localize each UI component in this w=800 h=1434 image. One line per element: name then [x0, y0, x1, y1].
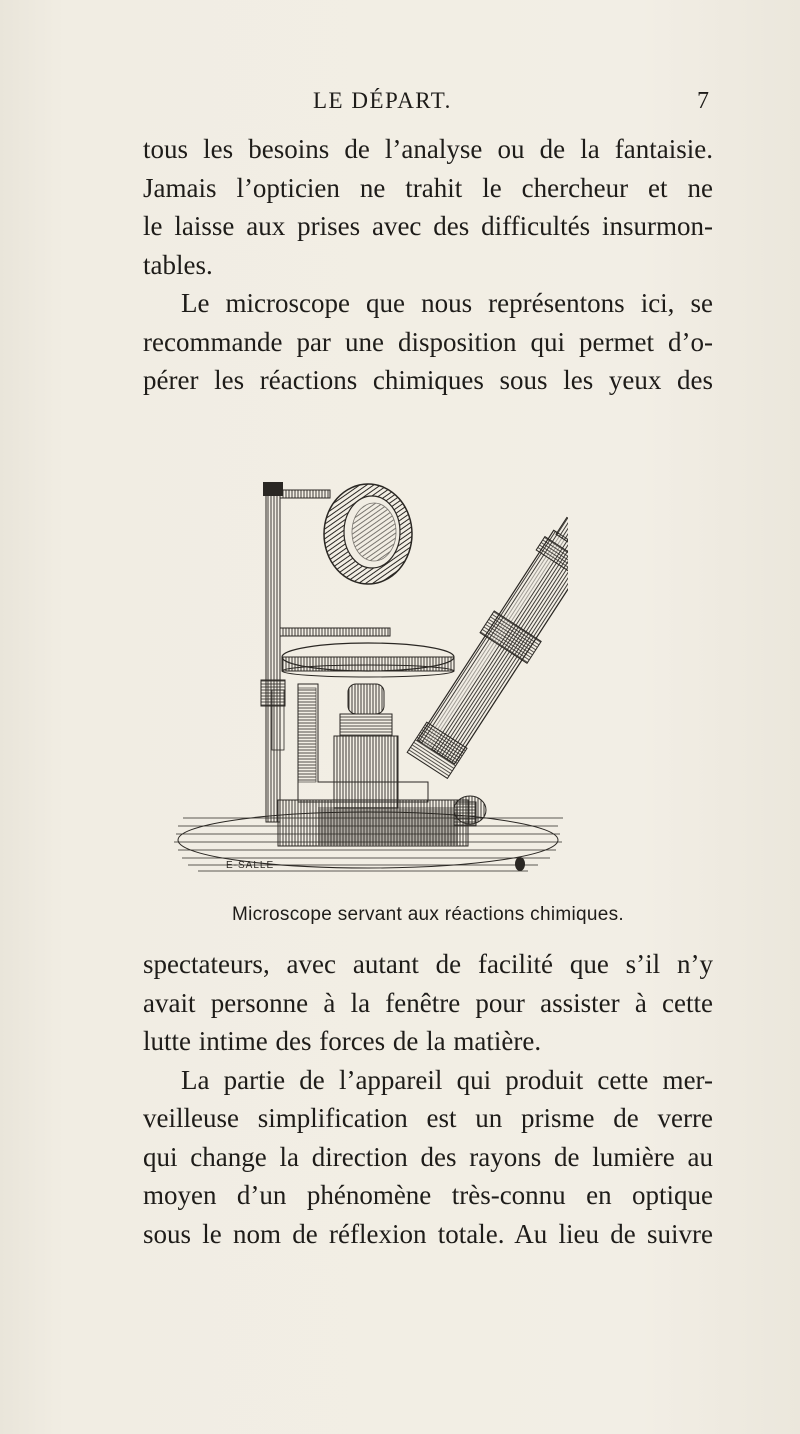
- page-number: 7: [697, 88, 709, 114]
- figure-caption: Microscope servant aux réactions chimiques.: [231, 904, 624, 925]
- text-line: qui change la direction des rayons de lumière au: [143, 1141, 713, 1172]
- text-line: veilleuse simplification est un prisme de verre: [143, 1103, 713, 1133]
- text-line: avait personne à la fenêtre pour assister à cette: [143, 987, 713, 1018]
- text-line: Le microscope que nous représentons ici, se: [181, 288, 713, 318]
- text-line: tables.: [143, 249, 213, 280]
- microscope-engraving: [168, 452, 568, 892]
- round-stage: [282, 643, 454, 677]
- reaction-vessel: [334, 684, 398, 808]
- inclined-tube: [404, 512, 568, 781]
- text-line: moyen d’un phénomène très-connu en optique: [143, 1180, 713, 1210]
- text-line: le laisse aux prises avec des difficultés insurmon-: [143, 211, 713, 241]
- engraver-signature: E-SALLE: [226, 860, 275, 871]
- text-line: tous les besoins de l’analyse ou de la fantaisie.: [143, 134, 713, 164]
- vertical-pillar: [266, 492, 280, 822]
- text-line: spectateurs, avec autant de facilité que s’il n’y: [143, 949, 713, 979]
- text-line: pérer les réactions chimiques sous les yeux des: [143, 365, 713, 395]
- round-mirror: [324, 484, 412, 584]
- microscope-illustration: [168, 452, 568, 892]
- body-text-top: [143, 130, 713, 400]
- text-line: recommande par une disposition qui permet d’o-: [143, 326, 713, 357]
- mirror-arm: [280, 490, 330, 498]
- body-text-bottom: [143, 945, 713, 1253]
- text-line: La partie de l’appareil qui produit cette mer-: [181, 1064, 713, 1095]
- text-line: Jamais l’opticien ne trahit le chercheur et ne: [143, 172, 713, 203]
- page-header: [143, 88, 713, 120]
- stage-arm: [280, 628, 390, 636]
- running-title: LE DÉPART.: [313, 88, 452, 113]
- text-line: lutte intime des forces de la matière.: [143, 1026, 542, 1056]
- text-line: sous le nom de réflexion totale. Au lieu de suivre: [143, 1218, 713, 1249]
